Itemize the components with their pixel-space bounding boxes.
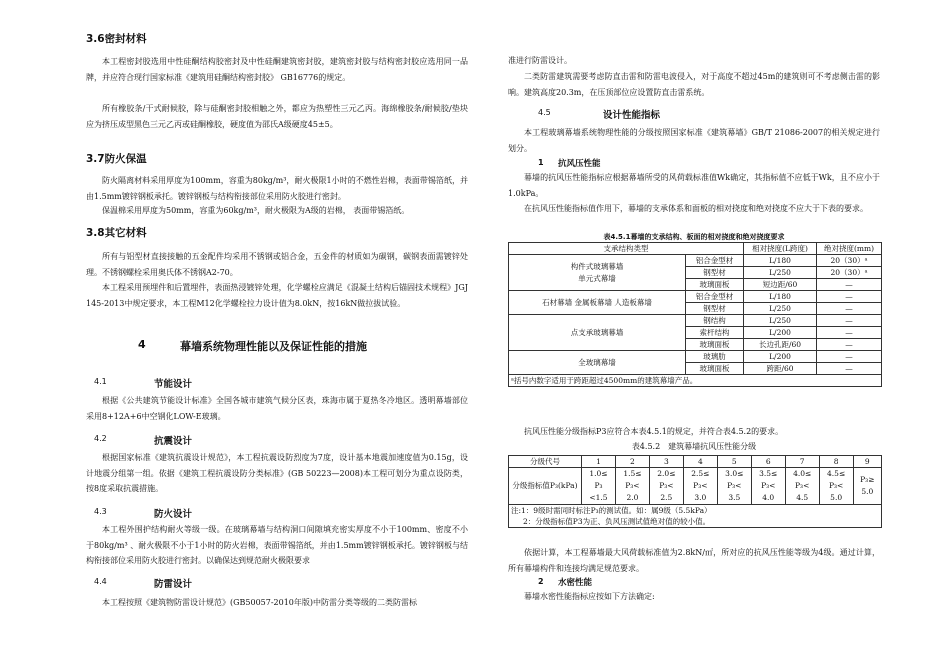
grade-header: 分级代号 [509,456,582,468]
table-4-5-1-caption: 表4.5.1幕墙的支承结构、板面的相对挠度和绝对挠度要求 [603,233,785,241]
grade-value-line: 5.0 [861,487,874,496]
grade-value-line: 3.5 [728,493,741,502]
wind-paragraph-1: 幕墙的抗风压性能指标应根据幕墙所受的风荷载标准值Wk确定，其指标值不应低于Wk，且不应小于1.0kPa。 [508,173,880,198]
grade-code: 5 [717,456,751,468]
table-cell: 20（30）ᵃ [817,267,882,279]
table-cell: 玻璃面板 [686,363,744,375]
grade-code: 6 [751,456,785,468]
table-header-absolute: 绝对挠度(mm) [817,243,882,255]
group-label-line-2: 单元式幕墙 [578,273,616,283]
wind-number: 1 [538,158,544,167]
grade-note-1: 注:1：9级时需同时标注P₃的测试值。如：属9级（5.5kPa） [509,505,882,517]
grade-value-line: P₃≥ [860,475,875,484]
chapter-4-title: 幕墙系统物理性能以及保证性能的措施 [180,340,367,353]
section-3-7-title: 3.7防火保温 [86,153,147,165]
table-cell: — [817,279,882,291]
table-cell: 玻璃面板 [686,339,744,351]
grade-value-line: 2.0≤ [657,469,676,478]
grade-value-cell [615,468,649,505]
section-3-8-paragraph-1: 所有与铝型材直接接触的五金配件均采用不锈钢或铝合金，五金件的材质如为碳钢，碳钢表面需镀锌处理。不锈钢螺栓采用奥氏体不锈钢A2-70。 [86,252,468,277]
water-paragraph: 幕墙水密性能指标应按如下方法确定: [524,592,655,601]
section-3-8-paragraph-2: 本工程采用预埋件和后置埋件，表面热浸镀锌处理，化学螺栓应满足《混凝土结构后锚固技术规程》JGJ 145-2013中规定要求，本工程M12化学螺栓拉力设计值为8.0kN，按16kN做拉拔试验。 [86,283,468,308]
wind-paragraph-3: 依据计算，本工程幕墙最大风荷载标准值为2.8kN/㎡，所对应的抗风压性能等级为4级。通过计算，所有幕墙构件和连接均满足规范要求。 [508,548,880,573]
table-4-5-2-caption: 表4.5.2 建筑幕墙抗风压性能分级 [631,442,757,451]
grade-value-cell [751,468,785,505]
table-cell: 玻璃肋 [686,351,744,363]
table-cell: — [817,363,882,375]
grade-value-cell [649,468,683,505]
grade-value-line: P₃ [594,481,603,490]
wind-grade-table [508,455,882,528]
table-cell: 铝合金型材 [686,255,744,267]
grade-value-line: 3.5≤ [759,469,778,478]
table-group-point-supported: 点支承玻璃幕墙 [509,315,686,351]
section-3-6-paragraph-1: 本工程密封胶选用中性硅酮结构胶密封及中性硅酮建筑密封胶，建筑密封胶与结构密封胶应选用同一品牌，并应符合现行国家标准《建筑用硅酮结构密封胶》 GB16776的规定。 [86,57,468,82]
deflection-table [508,242,882,387]
table-cell: L/250 [744,267,817,279]
grade-value-cell [819,468,853,505]
section-3-7-paragraph-2: 保温棉采用厚度为50mm，容重为60kg/m³，耐火极限为A级的岩棉， 表面带锡箔纸。 [102,206,410,215]
table-cell: L/180 [744,291,817,303]
table-header-type: 支承结构类型 [509,243,744,255]
grade-code: 7 [785,456,819,468]
grade-code: 9 [853,456,881,468]
table-cell: — [817,339,882,351]
grade-value-label: 分级指标值P₃(kPa) [509,468,582,505]
section-4-3-number: 4.3 [94,507,107,516]
grade-value-line: 4.5≤ [827,469,846,478]
section-3-6-paragraph-2: 所有橡胶条/干式耐候胶，除与硅酮密封胶相触之外，都应为热塑性三元乙丙。海绵橡胶条/耐候胶/垫块应为挤压成型黑色三元乙丙或硅酮橡胶，硬度值为邵氏A级硬度45±5。 [86,104,468,129]
grade-note-2: 2：分级指标值P3为正、负风压测试值绝对值的较小值。 [509,516,882,528]
table-cell: L/250 [744,303,817,315]
continued-paragraph: 准进行防雷设计。 [508,56,572,65]
group-label-line-1: 构件式玻璃幕墙 [570,261,624,271]
table-cell: — [817,303,882,315]
table-footnote: ᵃ括号内数字适用于跨距超过4500mm的建筑幕墙产品。 [509,375,882,387]
table-cell: 长边孔距/60 [744,339,817,351]
table-cell: — [817,315,882,327]
section-4-1-paragraph: 根据《公共建筑节能设计标准》全国各城市建筑气候分区表，珠海市属于夏热冬冷地区。透明幕墙部位采用8+12A+6中空钢化LOW-E玻璃。 [86,396,468,421]
grade-code: 8 [819,456,853,468]
grade-value-line: P₃< [659,481,674,490]
grade-value-line: P₃< [795,481,810,490]
grade-value-line: P₃< [761,481,776,490]
wind-pressure-title: 抗风压性能 [558,159,601,169]
section-4-2-number: 4.2 [94,434,107,443]
section-4-5-title: 设计性能指标 [603,110,661,121]
section-4-4-paragraph: 本工程按照《建筑物防雷设计规范》(GB50057-2010年版)中防雷分类等级的二类防雷标 [102,598,418,607]
section-4-4-number: 4.4 [94,577,107,586]
grade-value-line: 5.0 [830,493,843,502]
lightning-paragraph: 二类防雷建筑需要考虑防直击雷和防雷电波侵入，对于高度不超过45m的建筑则可不考虑侧击雷的影响。建筑高度20.3m，在压顶部位应设置防直击雷系统。 [508,72,880,97]
table-cell: — [817,351,882,363]
grade-value-line: P₃< [828,481,844,490]
table-cell: 玻璃面板 [686,279,744,291]
table-cell: 20（30）ᵃ [817,255,882,267]
grade-value-line: 4.5 [796,493,809,502]
table-cell: — [817,327,882,339]
section-4-3-paragraph: 本工程外围护结构耐火等级一级。在玻璃幕墙与结构洞口间隙填充密实厚度不小于100mm、密度不小于80kg/m³ 、耐火极限不小于1小时的防火岩棉，表面带锡箔纸，并由1.5mm镀锌钢板承托。镀锌钢板与结构衔接部位采用防火胶进行密封。以确保达到规范耐火极限要求 [86,525,468,565]
grade-value-cell [717,468,751,505]
grade-value-line: 2.5 [660,493,673,502]
grade-value-cell [853,468,881,505]
table-group-all-glass: 全玻璃幕墙 [509,351,686,375]
grade-value-line: <1.5 [589,493,608,502]
section-4-2-paragraph: 根据国家标准《建筑抗震设计规范》，本工程抗震设防烈度为7度，设计基本地震加速度值为0.15g，设计地震分组第一组。依据《建筑工程抗震设防分类标准》(GB 50223—2008)本工程可划分为重点设防类，按8度采取抗震措施。 [86,453,468,493]
grade-value-line: 2.0 [626,493,639,502]
water-tightness-title: 水密性能 [558,578,593,588]
grade-code: 3 [649,456,683,468]
section-4-1-number: 4.1 [94,377,107,386]
grade-value-line: 4.0≤ [793,469,812,478]
section-4-5-number: 4.5 [538,108,551,117]
table-cell: L/200 [744,327,817,339]
table-group-stone-metal: 石材幕墙 金属板幕墙 人造板幕墙 [509,291,686,315]
section-4-1-title: 节能设计 [154,379,193,390]
grade-code: 4 [683,456,717,468]
grade-value-line: 1.5≤ [623,469,642,478]
grade-value-line: P₃< [625,481,640,490]
table-cell: 短边距/60 [744,279,817,291]
section-4-2-title: 抗震设计 [154,436,193,447]
section-4-3-title: 防火设计 [154,509,193,520]
table-cell: 钢型材 [686,303,744,315]
grade-value-line: 2.5≤ [691,469,710,478]
grade-value-cell [683,468,717,505]
grade-value-line: P₃< [693,481,708,490]
grade-value-cell [785,468,819,505]
grade-value-cell [582,468,616,505]
grade-code: 2 [615,456,649,468]
section-4-5-paragraph: 本工程玻璃幕墙系统物理性能的分级按照国家标准《建筑幕墙》GB/T 21086-2007的相关规定进行划分。 [508,128,880,153]
table-header-relative: 相对挠度(L跨度) [744,243,817,255]
grade-value-line: P₃< [727,481,742,490]
chapter-4-number: 4 [138,338,146,351]
wind-paragraph-2: 在抗风压性能指标值作用下，幕墙的支承体系和面板的相对挠度和绝对挠度不应大于下表的要求。 [524,204,868,213]
grade-code: 1 [582,456,616,468]
grade-value-line: 3.0≤ [725,469,744,478]
section-4-4-title: 防雷设计 [154,579,193,590]
table-cell: 跨距/60 [744,363,817,375]
table-group-unit-curtain [509,255,686,291]
grade-value-line: 3.0 [694,493,707,502]
table-followup-paragraph: 抗风压性能分级指标P3应符合本表4.5.1的规定，并符合表4.5.2的要求。 [524,427,784,436]
water-number: 2 [538,577,544,586]
section-3-7-paragraph-1: 防火隔离材料采用厚度为100mm，容重为80kg/m³，耐火极限1小时的不燃性岩棉，表面带锡箔纸，并由1.5mm镀锌钢板承托。镀锌钢板与结构衔接部位采用防火胶进行密封。 [86,176,468,201]
table-cell: 索杆结构 [686,327,744,339]
table-cell: L/180 [744,255,817,267]
grade-value-line: 1.0≤ [589,469,608,478]
grade-value-line: 4.0 [762,493,775,502]
table-cell: 钢结构 [686,315,744,327]
table-cell: L/200 [744,351,817,363]
table-cell: 钢型材 [686,267,744,279]
section-3-8-title: 3.8其它材料 [86,227,147,239]
section-3-6-title: 3.6密封材料 [86,33,147,45]
table-cell: — [817,291,882,303]
table-cell: L/250 [744,315,817,327]
table-cell: 铝合金型材 [686,291,744,303]
